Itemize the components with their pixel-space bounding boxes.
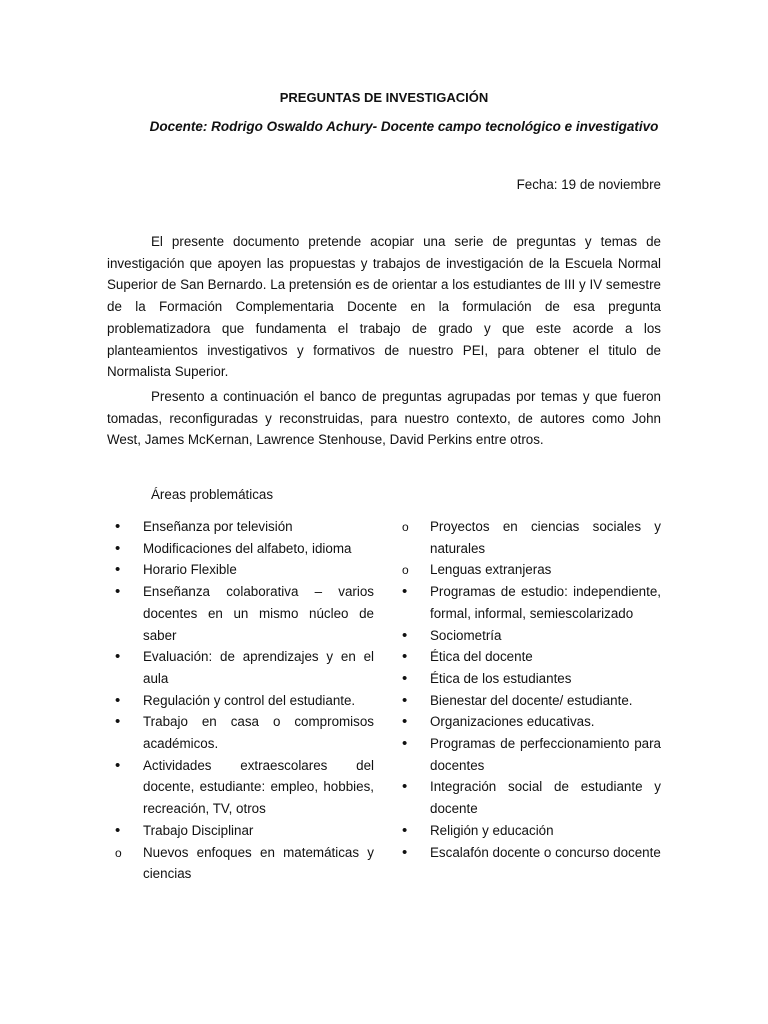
list-item xyxy=(107,581,374,646)
left-topic-list xyxy=(107,516,374,885)
bullet-disc-icon xyxy=(402,776,416,798)
bullet-disc-icon xyxy=(115,516,129,538)
document-title: PREGUNTAS DE INVESTIGACIÓN xyxy=(279,90,489,105)
document-subtitle: Docente: Rodrigo Oswaldo Achury- Docente campo tecnológico e investigativo xyxy=(149,119,659,134)
list-item-text: Proyectos en ciencias sociales y naturales xyxy=(430,519,661,556)
list-item-text: Trabajo en casa o compromisos académicos. xyxy=(143,714,374,752)
bullet-disc-icon xyxy=(402,842,416,864)
bullet-disc-icon xyxy=(115,711,129,733)
list-item-text: Enseñanza colaborativa – varios docentes en un mismo núcleo de saber xyxy=(143,584,374,643)
list-item-text: Bienestar del docente/ estudiante. xyxy=(430,692,633,708)
list-item-text: Enseñanza por televisión xyxy=(143,519,293,534)
list-item xyxy=(394,581,661,624)
list-item xyxy=(394,516,661,559)
list-item xyxy=(107,842,374,885)
bullet-circle-icon xyxy=(402,559,416,582)
list-item xyxy=(394,711,661,733)
bullet-disc-icon xyxy=(402,733,416,755)
bullet-disc-icon xyxy=(115,690,129,712)
list-item xyxy=(394,733,661,776)
intro-paragraph: El presente documento pretende acopiar una serie de preguntas y temas de investigación que apoyen las propuestas y trabajos de investigación de la Escuela Normal Superior de San Bernardo. La pretensión es de orientar a los estudiantes de III y IV semestre de la Formación Complementaria Docente en la formulación de esa pregunta problematizadora que fundamenta el trabajo de grado y que este acorde a los planteamientos investigativos y formativos de nuestro PEI, para obtener el titulo de Normalista Superior. xyxy=(107,234,661,380)
list-item xyxy=(394,842,661,864)
list-item xyxy=(394,690,661,712)
bullet-disc-icon xyxy=(402,581,416,603)
bullet-disc-icon xyxy=(402,668,416,690)
list-item-text: Integración social de estudiante y docente xyxy=(430,779,661,817)
list-item-text: Ética del docente xyxy=(430,649,533,665)
bullet-disc-icon xyxy=(115,538,129,560)
bullet-circle-icon xyxy=(115,842,129,865)
sources-paragraph: Presento a continuación el banco de preguntas agrupadas por temas y que fueron tomadas, reconfiguradas y reconstruidas, para nuestro contexto, de autores como John West, James McKernan, Lawrence Stenhouse, David Perkins entre otros. xyxy=(107,389,661,448)
list-item-text: Programas de perfeccionamiento para docentes xyxy=(430,736,661,773)
list-item xyxy=(107,516,374,538)
list-item-text: Religión y educación xyxy=(430,822,554,838)
list-item-text: Programas de estudio: independiente, formal, informal, semiescolarizado xyxy=(430,584,661,621)
bullet-disc-icon xyxy=(115,820,129,842)
list-item-text: Modificaciones del alfabeto, idioma xyxy=(143,540,352,556)
bullet-disc-icon xyxy=(115,559,129,581)
list-item-text: Horario Flexible xyxy=(143,562,237,578)
list-item-text: Actividades extraescolares del docente, estudiante: empleo, hobbies, recreación, TV, otros xyxy=(143,757,374,817)
list-item xyxy=(107,820,374,842)
document-date: Fecha: 19 de noviembre xyxy=(516,177,661,192)
list-item-text: Ética de los estudiantes xyxy=(430,670,572,686)
bullet-disc-icon xyxy=(115,755,129,777)
list-item xyxy=(107,755,374,820)
list-item xyxy=(394,776,661,819)
list-item-text: Evaluación: de aprendizajes y en el aula xyxy=(143,649,374,686)
list-item-text: Sociometría xyxy=(430,627,502,643)
list-item-text: Organizaciones educativas. xyxy=(430,714,595,730)
list-item xyxy=(107,711,374,754)
list-item-text: Escalafón docente o concurso docente xyxy=(430,844,661,860)
bullet-disc-icon xyxy=(115,581,129,603)
bullet-disc-icon xyxy=(402,646,416,668)
list-item-text: Trabajo Disciplinar xyxy=(143,822,254,838)
list-item xyxy=(394,625,661,647)
right-topic-list xyxy=(394,516,661,863)
bullet-disc-icon xyxy=(402,690,416,712)
list-item xyxy=(394,559,661,581)
list-item xyxy=(394,820,661,842)
bullet-circle-icon xyxy=(402,516,416,539)
list-item xyxy=(107,559,374,581)
areas-heading: Áreas problemáticas xyxy=(151,487,274,502)
bullet-disc-icon xyxy=(115,646,129,668)
list-item xyxy=(107,646,374,689)
list-item xyxy=(394,668,661,690)
bullet-disc-icon xyxy=(402,820,416,842)
list-item-text: Nuevos enfoques en matemáticas y ciencias xyxy=(143,844,374,882)
list-item-text: Regulación y control del estudiante. xyxy=(143,692,356,708)
list-item-text: Lenguas extranjeras xyxy=(430,562,552,578)
list-item xyxy=(107,690,374,712)
list-item xyxy=(107,538,374,560)
bullet-disc-icon xyxy=(402,625,416,647)
list-item xyxy=(394,646,661,668)
bullet-disc-icon xyxy=(402,711,416,733)
